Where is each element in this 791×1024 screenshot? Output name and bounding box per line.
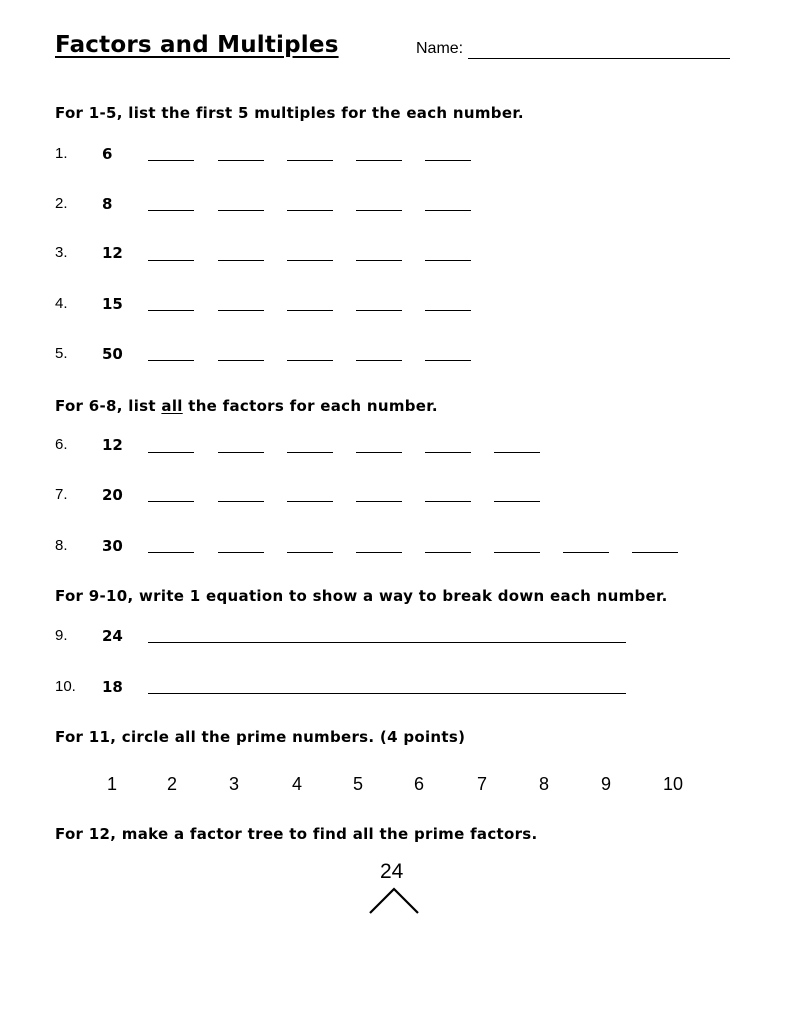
factor-tree-root: 24: [380, 860, 404, 883]
answer-blank[interactable]: [287, 452, 333, 453]
prime-choice[interactable]: 1: [106, 774, 117, 794]
question-number: 2.: [55, 195, 68, 212]
equation-answer-line[interactable]: [148, 693, 626, 694]
answer-blank[interactable]: [563, 552, 609, 553]
question-value: 20: [102, 486, 123, 504]
prime-choice[interactable]: 4: [291, 774, 302, 794]
question-value: 18: [102, 678, 123, 696]
answer-blank[interactable]: [148, 160, 194, 161]
answer-blank[interactable]: [356, 310, 402, 311]
answer-blank[interactable]: [494, 501, 540, 502]
prime-choice[interactable]: 7: [476, 774, 487, 794]
question-number: 4.: [55, 295, 68, 312]
answer-blank[interactable]: [287, 310, 333, 311]
question-value: 15: [102, 295, 123, 313]
section-2-instruction: For 6-8, list all the factors for each number.: [55, 397, 438, 415]
answer-blank[interactable]: [148, 310, 194, 311]
answer-blank[interactable]: [218, 501, 264, 502]
answer-blank[interactable]: [425, 360, 471, 361]
answer-blank[interactable]: [148, 210, 194, 211]
answer-blank[interactable]: [425, 452, 471, 453]
answer-blank[interactable]: [287, 160, 333, 161]
answer-blank[interactable]: [287, 501, 333, 502]
answer-blank[interactable]: [287, 360, 333, 361]
answer-blank[interactable]: [148, 360, 194, 361]
question-number: 3.: [55, 244, 68, 261]
question-value: 12: [102, 244, 123, 262]
answer-blank[interactable]: [218, 260, 264, 261]
answer-blank[interactable]: [425, 160, 471, 161]
answer-blank[interactable]: [218, 160, 264, 161]
answer-blank[interactable]: [218, 452, 264, 453]
section-5-instruction: For 12, make a factor tree to find all the prime factors.: [55, 825, 538, 843]
prime-choice[interactable]: 3: [228, 774, 239, 794]
answer-blank[interactable]: [148, 260, 194, 261]
answer-blank[interactable]: [425, 310, 471, 311]
name-label: Name:: [416, 40, 464, 57]
question-number: 9.: [55, 627, 68, 644]
prime-choice[interactable]: 9: [600, 774, 611, 794]
answer-blank[interactable]: [356, 452, 402, 453]
answer-blank[interactable]: [148, 452, 194, 453]
question-number: 1.: [55, 145, 68, 162]
prime-choice[interactable]: 10: [662, 774, 684, 794]
prime-choice[interactable]: 2: [166, 774, 177, 794]
prime-choice[interactable]: 5: [352, 774, 363, 794]
answer-blank[interactable]: [356, 501, 402, 502]
answer-blank[interactable]: [356, 160, 402, 161]
answer-blank[interactable]: [287, 210, 333, 211]
answer-blank[interactable]: [356, 210, 402, 211]
answer-blank[interactable]: [287, 552, 333, 553]
answer-blank[interactable]: [494, 552, 540, 553]
question-number: 6.: [55, 436, 68, 453]
answer-blank[interactable]: [356, 260, 402, 261]
answer-blank[interactable]: [425, 210, 471, 211]
prime-choice[interactable]: 6: [413, 774, 424, 794]
answer-blank[interactable]: [218, 552, 264, 553]
question-value: 6: [102, 145, 113, 163]
section-4-instruction: For 11, circle all the prime numbers. (4 points): [55, 728, 466, 746]
answer-blank[interactable]: [218, 210, 264, 211]
answer-blank[interactable]: [218, 360, 264, 361]
question-number: 5.: [55, 345, 68, 362]
equation-answer-line[interactable]: [148, 642, 626, 643]
answer-blank[interactable]: [218, 310, 264, 311]
answer-blank[interactable]: [425, 501, 471, 502]
answer-blank[interactable]: [494, 452, 540, 453]
answer-blank[interactable]: [287, 260, 333, 261]
answer-blank[interactable]: [425, 552, 471, 553]
answer-blank[interactable]: [148, 501, 194, 502]
question-value: 50: [102, 345, 123, 363]
name-field[interactable]: [468, 58, 730, 59]
question-number: 7.: [55, 486, 68, 503]
page-title: Factors and Multiples: [55, 32, 339, 58]
question-number: 10.: [55, 678, 76, 695]
answer-blank[interactable]: [356, 552, 402, 553]
answer-blank[interactable]: [425, 260, 471, 261]
answer-blank[interactable]: [356, 360, 402, 361]
question-value: 24: [102, 627, 123, 645]
prime-choice[interactable]: 8: [538, 774, 549, 794]
section-3-instruction: For 9-10, write 1 equation to show a way to break down each number.: [55, 587, 668, 605]
question-value: 8: [102, 195, 113, 213]
question-value: 12: [102, 436, 123, 454]
section-1-instruction: For 1-5, list the first 5 multiples for the each number.: [55, 104, 524, 122]
factor-tree-branches: [366, 887, 422, 917]
question-number: 8.: [55, 537, 68, 554]
answer-blank[interactable]: [148, 552, 194, 553]
answer-blank[interactable]: [632, 552, 678, 553]
question-value: 30: [102, 537, 123, 555]
